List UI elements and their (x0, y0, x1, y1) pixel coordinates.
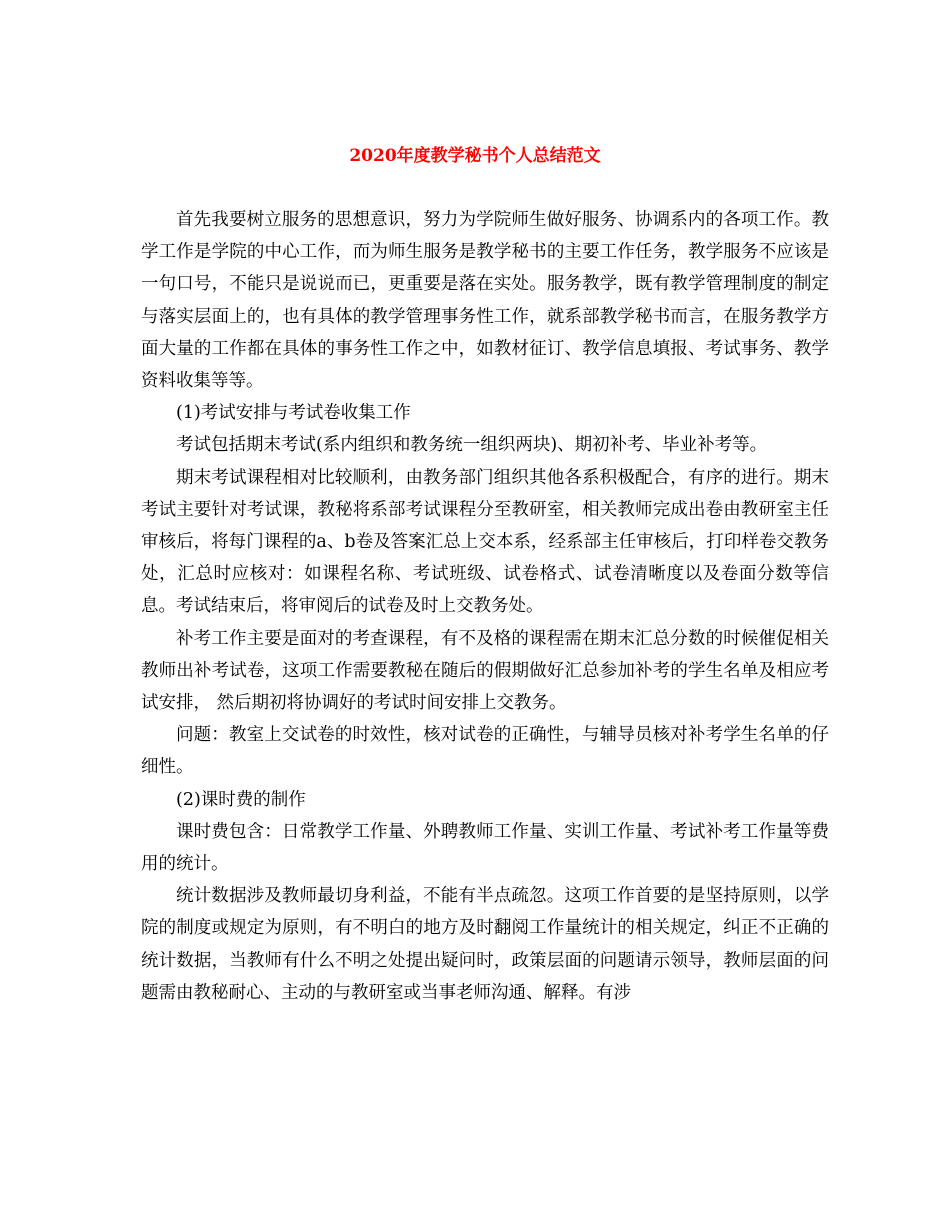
paragraph: 补考工作主要是面对的考查课程，有不及格的课程需在期末汇总分数的时候催促相关教师出补考试卷，这项工作需要教秘在随后的假期做好汇总参加补考的学生名单及相应考试安排， 然后期初将协调好的考试时间安排上交教务。 (141, 628, 829, 714)
section-heading-fee: (2)课时费的制作 (176, 789, 306, 810)
document-body (141, 204, 829, 1009)
section-heading-exam: (1)考试安排与考试卷收集工作 (176, 403, 411, 424)
paragraph: 统计数据涉及教师最切身利益，不能有半点疏忽。这项工作首要的是坚持原则，以学院的制度或规定为原则，有不明白的地方及时翻阅工作量统计的相关规定，纠正不正确的统计数据，当教师有什么不明之处提出疑问时，政策层面的问题请示领导，教师层面的问题需由教秘耐心、主动的与教研室或当事老师沟通、解释。有涉 (141, 886, 829, 1003)
paragraph: 问题：教室上交试卷的时效性，核对试卷的正确性，与辅导员核对补考学生名单的仔细性。 (141, 725, 829, 778)
document-title: 2020年度教学秘书个人总结范文 (349, 146, 601, 166)
paragraph: 首先我要树立服务的思想意识，努力为学院师生做好服务、协调系内的各项工作。教学工作是学院的中心工作，而为师生服务是教学秘书的主要工作任务，教学服务不应该是一句口号，不能只是说说而已，更重要是落在实处。服务教学，既有教学管理制度的制定与落实层面上的，也有具体的教学管理事务性工作，就系部教学秘书而言，在服务教学方面大量的工作都在具体的事务性工作之中，如教材征订、教学信息填报、考试事务、教学资料收集等等。 (141, 210, 829, 392)
paragraph: 期末考试课程相对比较顺利，由教务部门组织其他各系积极配合，有序的进行。期末考试主要针对考试课，教秘将系部考试课程分至教研室，相关教师完成出卷由教研室主任审核后，将每门课程的a、b卷及答案汇总上交本系，经系部主任审核后，打印样卷交教务处，汇总时应核对：如课程名称、考试班级、试卷格式、试卷清晰度以及卷面分数等信息。考试结束后，将审阅后的试卷及时上交教务处。 (141, 467, 829, 617)
paragraph: 课时费包含：日常教学工作量、外聘教师工作量、实训工作量、考试补考工作量等费用的统计。 (141, 821, 829, 875)
paragraph: 考试包括期末考试(系内组织和教务统一组织两块)、期初补考、毕业补考等。 (176, 435, 768, 456)
